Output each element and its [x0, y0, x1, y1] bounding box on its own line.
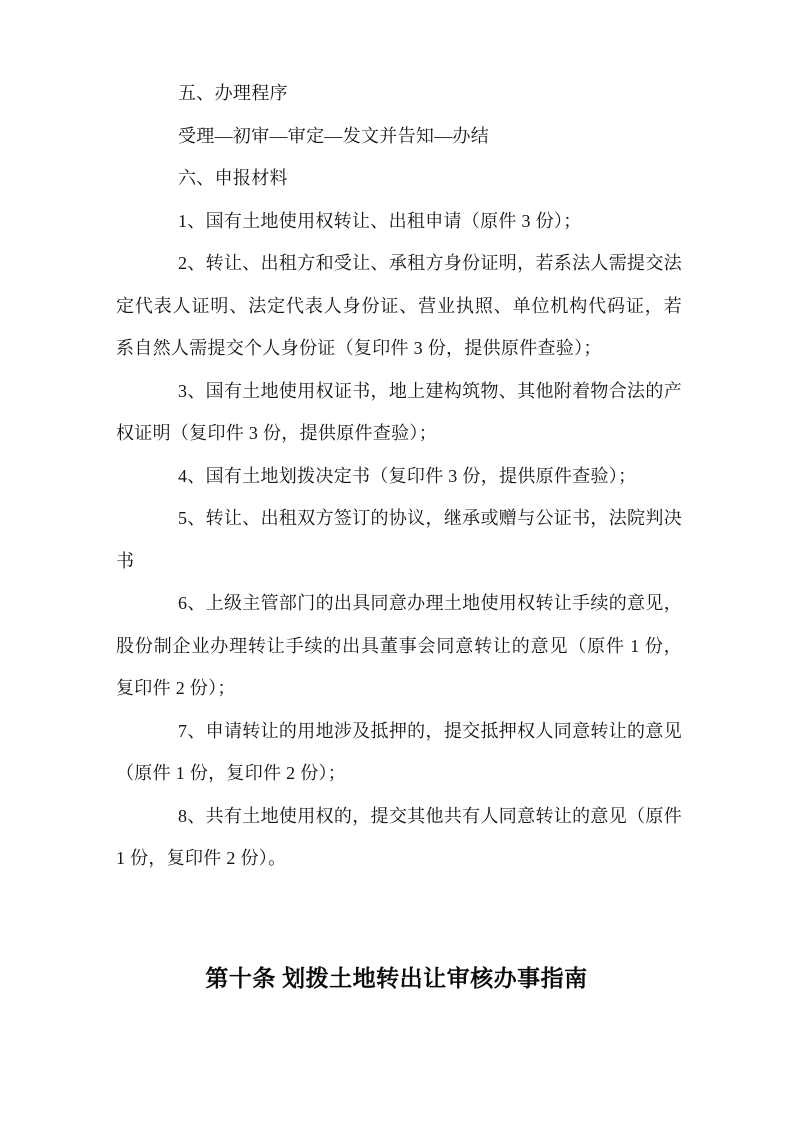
- body-paragraph-item-8: 8、共有土地使用权的，提交其他共有人同意转让的意见（原件 1 份，复印件 2 份）。: [116, 805, 682, 868]
- section-heading: 第十条 划拨土地转出让审核办事指南: [205, 966, 588, 991]
- body-paragraph-item-4: 4、国有土地划拨决定书（复印件 3 份，提供原件查验）；: [178, 465, 637, 486]
- body-paragraph-materials-title: 六、申报材料: [178, 168, 288, 188]
- body-paragraph-item-7: 7、申请转让的用地涉及抵押的，提交抵押权人同意转让的意见（原件 1 份，复印件 2 份）；: [116, 720, 682, 783]
- body-paragraph-item-5: 5、转让、出租双方签订的协议，继承或赠与公证书，法院判决书: [116, 508, 682, 571]
- body-paragraph-procedure-flow: 受理—初审—审定—发文并告知—办结: [178, 125, 490, 146]
- document-body: [116, 72, 682, 880]
- body-paragraph-item-6: 6、上级主管部门的出具同意办理土地使用权转让手续的意见，股份制企业办理转让手续的出具董事会同意转让的意见（原件 1 份，复印件 2 份）；: [116, 593, 682, 698]
- body-paragraph-item-2: 2、转让、出租方和受让、承租方身份证明，若系法人需提交法定代表人证明、法定代表人身份证、营业执照、单位机构代码证，若系自然人需提交个人身份证（复印件 3 份，提供原件查验）；: [116, 253, 682, 358]
- body-paragraph-item-1: 1、国有土地使用权转让、出租申请（原件 3 份）；: [178, 210, 582, 231]
- body-paragraph-item-3: 3、国有土地使用权证书，地上建构筑物、其他附着物合法的产权证明（复印件 3 份，提供原件查验）；: [116, 380, 682, 443]
- body-paragraph-procedure-title: 五、办理程序: [178, 83, 288, 103]
